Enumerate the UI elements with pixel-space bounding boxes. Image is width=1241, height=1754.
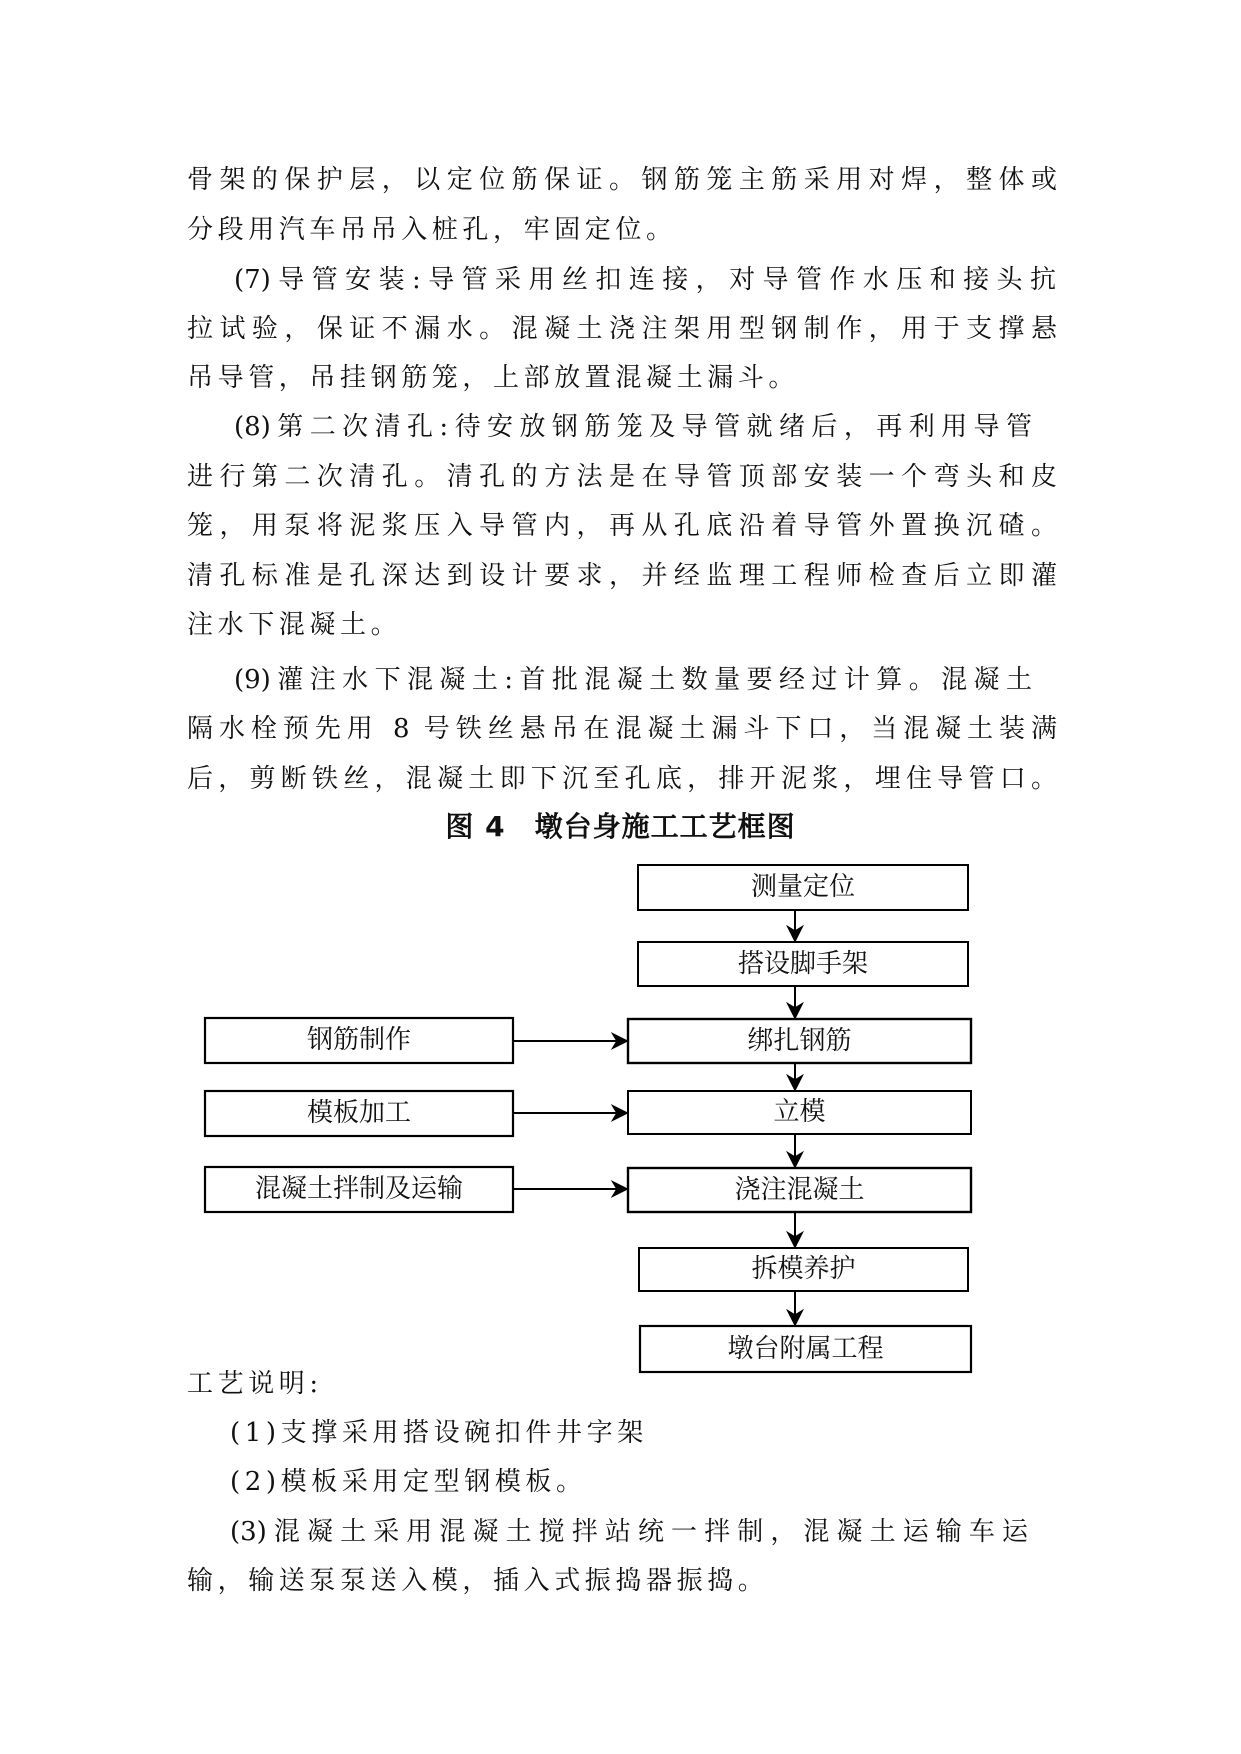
- text-line: 分段用汽车吊吊入桩孔，牢固定位。: [187, 215, 677, 245]
- flow-label: 浇注混凝土: [734, 1175, 865, 1205]
- text-line: 注水下混凝土。: [187, 610, 402, 640]
- notes-heading: 工艺说明:: [187, 1369, 323, 1399]
- text-line: 骨架的保护层，以定位筋保证。钢筋笼主筋采用对焊，整体或: [187, 165, 1057, 195]
- side-label: 模板加工: [306, 1098, 411, 1128]
- flow-label: 测量定位: [750, 872, 855, 902]
- text-line: 笼，用泵将泥浆压入导管内，再从孔底沿着导管外置换沉碴。: [187, 511, 1057, 541]
- flow-label: 绑扎钢筋: [747, 1026, 852, 1056]
- text-line: 吊导管，吊挂钢筋笼，上部放置混凝土漏斗。: [187, 363, 800, 393]
- flow-label: 立模: [773, 1097, 826, 1127]
- flow-label: 墩台附属工程: [727, 1334, 884, 1364]
- figure-title: 图 4 墩台身施工工艺框图: [445, 810, 796, 843]
- text-line: (8)第二次清孔:待安放钢筋笼及导管就绪后，再利用导管: [234, 412, 1032, 442]
- text-line: 拉试验，保证不漏水。混凝土浇注架用型钢制作，用于支撑悬: [187, 314, 1057, 344]
- note-item: (1)支撑采用搭设碗扣件井字架: [230, 1418, 648, 1448]
- note-item: 输，输送泵泵送入模，插入式振捣器振捣。: [187, 1566, 769, 1596]
- text-line: 进行第二次清孔。清孔的方法是在导管顶部安装一个弯头和皮: [187, 462, 1057, 492]
- flow-label: 拆模养护: [751, 1254, 856, 1284]
- text-line: 隔水栓预先用 8 号铁丝悬吊在混凝土漏斗下口，当混凝土装满: [187, 714, 1057, 744]
- text-line: (9)灌注水下混凝土:首批混凝土数量要经过计算。混凝土: [234, 665, 1032, 695]
- text-line: (7)导管安装:导管采用丝扣连接，对导管作水压和接头抗: [234, 265, 1056, 295]
- text-line: 后，剪断铁丝，混凝土即下沉至孔底，排开泥浆，埋住导管口。: [187, 764, 1057, 794]
- side-label: 钢筋制作: [306, 1025, 411, 1055]
- text-line: 清孔标准是孔深达到设计要求，并经监理工程师检查后立即灌: [187, 561, 1057, 591]
- flow-label: 搭设脚手架: [737, 949, 868, 979]
- note-item: (3)混凝土采用混凝土搅拌站统一拌制，混凝土运输车运: [230, 1517, 1028, 1547]
- note-item: (2)模板采用定型钢模板。: [230, 1467, 587, 1497]
- side-label: 混凝土拌制及运输: [254, 1174, 463, 1204]
